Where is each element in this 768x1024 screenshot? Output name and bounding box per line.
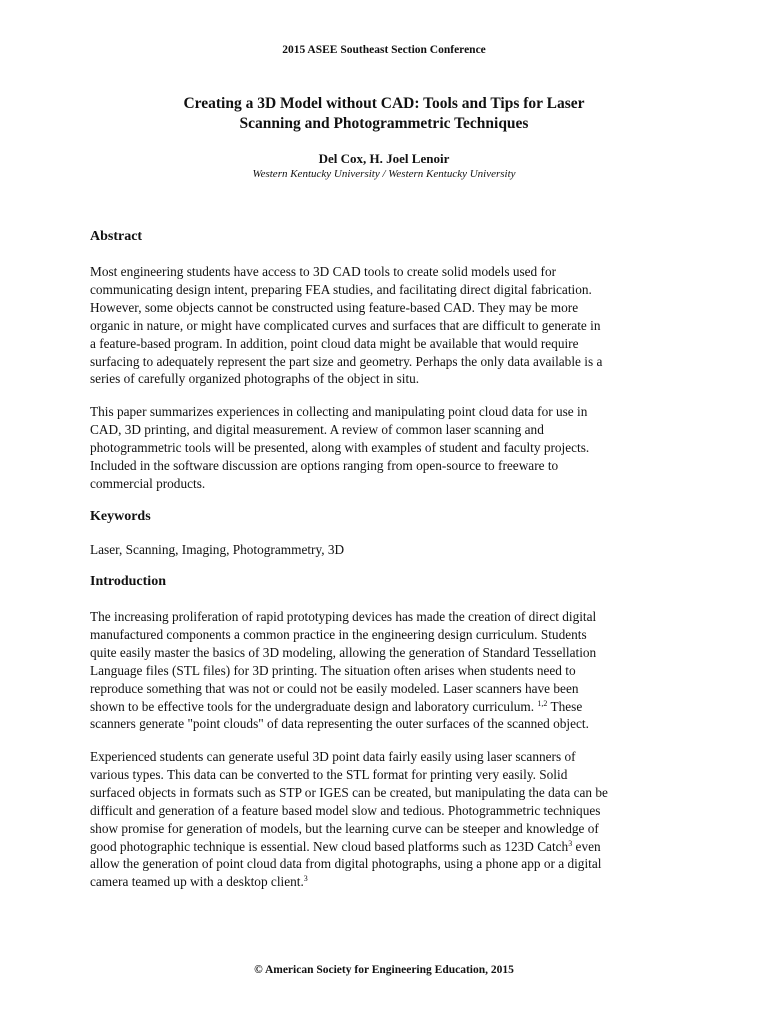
text-line: difficult and generation of a feature based model slow and tedious. Photogrammetric techniques [90,802,601,818]
text-line: quite easily master the basics of 3D modeling, allowing the generation of Standard Tessellation [90,644,597,660]
text-line: Experienced students can generate useful 3D point data fairly easily using laser scanners of [90,749,576,764]
introduction-paragraph-2 [90,748,690,891]
abstract-paragraph-1 [90,263,690,388]
copyright-footer: © American Society for Engineering Education, 2015 [254,964,514,976]
text-line: show promise for generation of models, but the learning curve can be steeper and knowledge of [90,820,599,836]
citation-superscript: 3 [568,838,573,848]
affiliation: Western Kentucky University / Western Kentucky University [252,168,516,180]
keywords-heading: Keywords [90,509,151,524]
citation-superscript: 3 [303,874,308,884]
text-line [90,838,690,856]
text-fragment: camera teamed up with a desktop client. [90,874,304,890]
text-line: photogrammetric tools will be presented, along with examples of student and faculty projects. [90,439,590,455]
text-fragment: good photographic technique is essential. New cloud based platforms such as 123D Catch [90,838,569,854]
text-line: reproduce something that was not or could not be easily modeled. Laser scanners have been [90,680,579,696]
text-line: surfaced objects in formats such as STP or IGES can be created, but manipulating the data can be [90,784,608,800]
text-fragment: even [572,838,601,854]
text-line: Included in the software discussion are options ranging from open-source to freeware to [90,457,559,473]
text-line: series of carefully organized photographs of the object in situ. [90,371,420,387]
text-fragment: These [547,698,583,714]
introduction-heading: Introduction [90,574,166,589]
text-line: allow the generation of point cloud data from digital photographs, using a phone app or a digital [90,856,602,872]
text-line: Most engineering students have access to 3D CAD tools to create solid models used for [90,264,557,279]
text-line: Language files (STL files) for 3D printing. The situation often arises when students need to [90,662,576,678]
authors: Del Cox, H. Joel Lenoir [318,151,450,166]
text-line: This paper summarizes experiences in collecting and manipulating point cloud data for use in [90,404,588,419]
conference-header: 2015 ASEE Southeast Section Conference [282,44,486,56]
text-line [90,698,690,716]
text-line: organic in nature, or might have complicated curves and surfaces that are difficult to generate in [90,317,601,333]
text-line: CAD, 3D printing, and digital measurement. A review of common laser scanning and [90,421,544,437]
abstract-paragraph-2 [90,403,690,493]
text-line: a feature-based program. In addition, point cloud data might be available that would require [90,335,579,351]
title-line-2: Scanning and Photogrammetric Techniques [239,115,529,132]
title-line-1: Creating a 3D Model without CAD: Tools and Tips for Laser [183,95,585,112]
abstract-heading: Abstract [90,229,143,244]
citation-superscript: 1,2 [537,698,548,708]
paper-title [100,94,668,134]
text-line: scanners generate "point clouds" of data representing the outer surfaces of the scanned object. [90,716,589,732]
text-line: commercial products. [90,475,206,491]
text-line: However, some objects cannot be constructed using feature-based CAD. They may be more [90,299,579,315]
text-line: The increasing proliferation of rapid prototyping devices has made the creation of direct digital [90,609,597,624]
text-line: various types. This data can be converted to the STL format for printing very easily. Solid [90,766,568,782]
text-line: surfacing to adequately represent the part size and geometry. Perhaps the only data available is a [90,353,603,369]
text-fragment: shown to be effective tools for the undergraduate design and laboratory curriculum. [90,698,535,714]
introduction-paragraph-1 [90,608,690,733]
keywords-text: Laser, Scanning, Imaging, Photogrammetry, 3D [90,542,345,557]
text-line [90,873,690,891]
text-line: manufactured components a common practice in the engineering design curriculum. Students [90,626,587,642]
text-line: communicating design intent, preparing FEA studies, and facilitating direct digital fabrication. [90,281,592,297]
